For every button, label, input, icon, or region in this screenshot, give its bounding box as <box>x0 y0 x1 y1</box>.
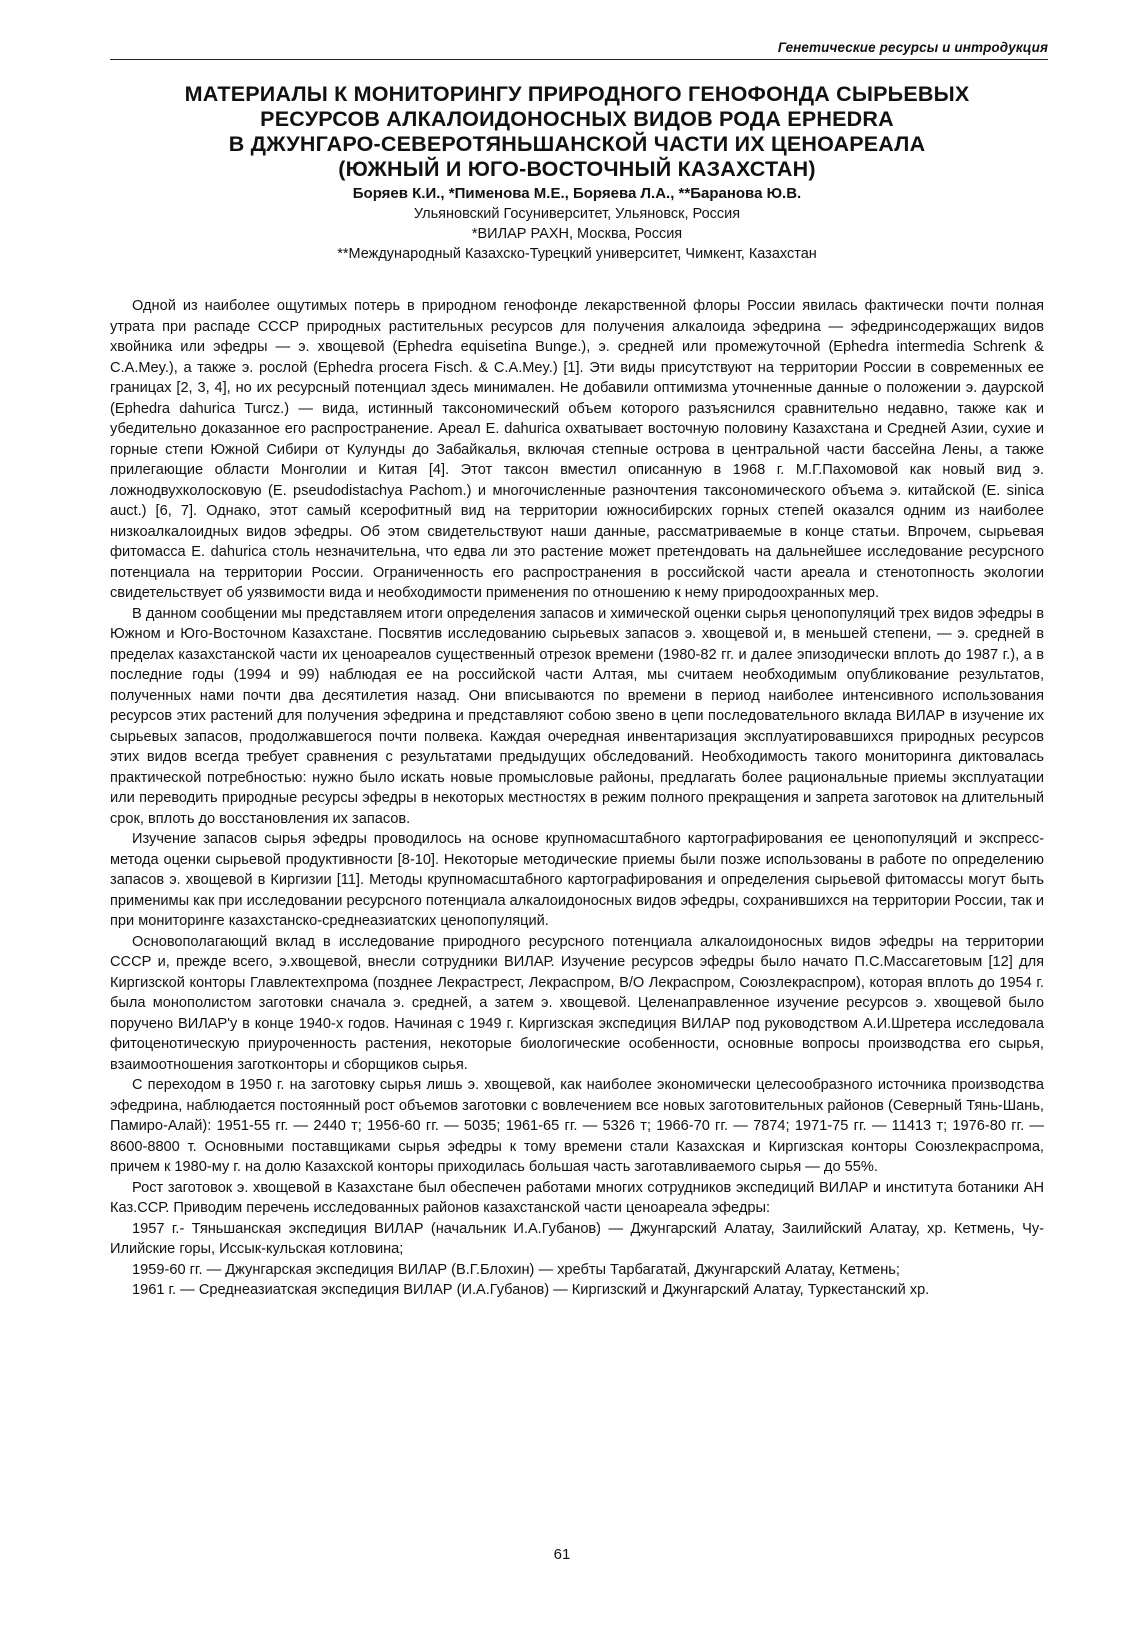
article-body <box>110 296 1044 1301</box>
article-title-line: РЕСУРСОВ АЛКАЛОИДОНОСНЫХ ВИДОВ РОДА EPHEDRA <box>260 107 894 131</box>
paragraph: 1957 г.- Тяньшанская экспедиция ВИЛАР (начальник И.А.Губанов) — Джунгарский Алатау, Заилийский Алатау, хр. Кетмень, Чу-Илийские горы, Иссык-кульская котловина; <box>110 1220 1044 1257</box>
running-head: Генетические ресурсы и интродукция <box>777 40 1048 55</box>
paragraph: Рост заготовок э. хвощевой в Казахстане был обеспечен работами многих сотрудников экспедиций ВИЛАР и института ботаники АН Каз.ССР. Приводим перечень исследованных районов казахстанской части ценоареала эфедры: <box>110 1179 1044 1216</box>
article-title-line: МАТЕРИАЛЫ К МОНИТОРИНГУ ПРИРОДНОГО ГЕНОФОНДА СЫРЬЕВЫХ <box>184 82 970 106</box>
paragraph: 1961 г. — Среднеазиатская экспедиция ВИЛАР (И.А.Губанов) — Киргизский и Джунгарский Алатау, Туркестанский хр. <box>132 1282 930 1298</box>
affiliation: Ульяновский Госуниверситет, Ульяновск, Россия <box>413 206 741 222</box>
paragraph: 1959-60 гг. — Джунгарская экспедиция ВИЛАР (В.Г.Блохин) — хребты Тарбагатай, Джунгарский Алатау, Кетмень; <box>132 1261 900 1278</box>
article-title-line: В ДЖУНГАРО-СЕВЕРОТЯНЬШАНСКОЙ ЧАСТИ ИХ ЦЕНОАРЕАЛА <box>228 132 926 156</box>
article-title-line: (ЮЖНЫЙ И ЮГО-ВОСТОЧНЫЙ КАЗАХСТАН) <box>338 157 816 181</box>
header-rule <box>110 59 1048 60</box>
paragraph: С переходом в 1950 г. на заготовку сырья лишь э. хвощевой, как наиболее экономически целесообразного источника производства эфедрина, наблюдается постоянный рост объемов заготовки с вовлечением все новых заготовительных районов (Северный Тянь-Шань, Памиро-Алай): 1951-55 гг. — 2440 т; 1956-60 гг. — 5035; 1961-65 гг. — 5326 т; 1966-70 гг. — 7874; 1971-75 гг. — 11413 т; 1976-80 гг. — 8600-8800 т. Основными поставщиками сырья эфедры к тому времени стали Казахская и Киргизская конторы Союзлекраспрома, причем к 1980-му г. на долю Казахской конторы приходилась большая часть заготавливаемого сырья — до 55%. <box>110 1077 1044 1175</box>
paragraph: Одной из наиболее ощутимых потерь в природном генофонде лекарственной флоры России явилась фактически почти полная утрата при распаде СССР природных растительных ресурсов для получения алкалоида эфедрина — эфедринсодержащих видов хвойника или эфедры — э. хвощевой (Ephedra equisetina Bunge.), э. средней или промежуточной (Ephedra intermedia Schrenk & C.A.Mey.), а также э. рослой (Ephedra procera Fisch. & C.A.Mey.) [1]. Эти виды присутствуют на территории России в современных ее границах [2, 3, 4], но их ресурсный потенциал здесь минимален. Не добавили оптимизма уточненные данные о положении э. даурской (Ephedra dahurica Turcz.) — вида, истинный таксономический объем которого разъяснился сравнительно недавно, также как и убедительно доказанное его распространение. Ареал E. dahurica охватывает восточную половину Казахстана и Средней Азии, сухие и горные степи Южной Сибири от Кулунды до Забайкалья, включая степные острова в центральной части бассейна Лены, а также прилегающие области Монголии и Китая [4]. Этот таксон вместил описанную в 1968 г. М.Г.Пахомовой как новый вид э. ложнодвухколосковую (E. pseudodistachya Pachom.) и многочисленные разночтения таксономического объема э. китайской (E. sinica auct.) [6, 7]. Однако, этот самый ксерофитный вид на территории южносибирских горных степей оказался одним из наиболее низкоалкалоидных видов эфедры. Об этом свидетельствуют наши данные, рассматриваемые в конце статьи. Впрочем, сырьевая фитомасса E. dahurica столь незначительна, что едва ли это растение может претендовать на дальнейшее исследование ресурсного потенциала на территории России. Ограниченность его распространения в российской части ареала и стенотопность экологии свидетельствует об уязвимости вида и необходимости применения по отношению к нему природоохранных мер. <box>110 298 1044 601</box>
paragraph: В данном сообщении мы представляем итоги определения запасов и химической оценки сырья ценопопуляций трех видов эфедры в Южном и Юго-Восточном Казахстане. Посвятив исследованию сырьевых запасов э. хвощевой и, в меньшей степени, — э. средней в пределах казахстанской части их ценоареалов существенный отрезок времени (1980-82 гг. и далее эпизодически вплоть до 1987 г.), а в последние годы (1994 и 99) наблюдая ее на российской части Алтая, мы считаем необходимым опубликование результатов, полученных нами почти два десятилетия назад. Они вписываются по времени в период наиболее интенсивного использования ресурсов этих растений для получения эфедрина и представляют собою звено в цепи последовательного вклада ВИЛАР в изучение их сырьевых запасов, продолжавшегося почти полвека. Каждая очередная инвентаризация эксплуатировавшихся природных ресурсов этих видов всегда требует сравнения с результатами предыдущих обследований. Необходимость такого мониторинга диктовалась практической потребностью: нужно было искать новые промысловые районы, предлагать более рациональные приемы эксплуатации или переводить природные ресурсы эфедры в некоторых местностях в режим полного прекращения и запрета заготовок на длительный срок, вплоть до восстановления их запасов. <box>110 605 1044 827</box>
title-block <box>110 82 1044 264</box>
paragraph: Основополагающий вклад в исследование природного ресурсного потенциала алкалоидоносных видов эфедры на территории СССР и, прежде всего, э.хвощевой, внесли сотрудники ВИЛАР. Изучение ресурсов эфедры было начато П.С.Массагетовым [12] для Киргизской конторы Главлектехпрома (позднее Лекрастрест, Лекраспром, В/О Лекраспром, Союзлекраспром), которая вплоть до 1954 г. была монополистом заготовки сначала э. средней, а затем э. хвощевой. Целенаправленное изучение ресурсов э. хвощевой было поручено ВИЛАР'у в конце 1940-х годов. Начиная с 1949 г. Киргизская экспедиция ВИЛАР под руководством А.И.Шретера исследовала фитоценотическую приуроченность растения, некоторые биологические особенности, основные вопросы производства его сырья, взаимоотношения заготконторы и сборщиков сырья. <box>110 933 1044 1073</box>
affiliation: **Международный Казахско-Турецкий университет, Чимкент, Казахстан <box>337 246 817 262</box>
authors: Боряев К.И., *Пименова М.Е., Боряева Л.А., **Баранова Ю.В. <box>352 185 802 202</box>
affiliation: *ВИЛАР РАХН, Москва, Россия <box>471 226 683 242</box>
page-number: 61 <box>553 1546 571 1563</box>
paragraph: Изучение запасов сырья эфедры проводилось на основе крупномасштабного картографирования ее ценопопуляций и экспресс-метода оценки сырьевой продуктивности [8-10]. Некоторые методические приемы были позже использованы в работе по определению запасов э. хвощевой в Киргизии [11]. Методы крупномасштабного картографирования и определения сырьевой фитомассы могут быть применимы как при исследовании ресурсного потенциала алкалоидоносных видов эфедры, сохранившихся на территории России, так и при мониторинге казахстанско-среднеазиатских ценопопуляций. <box>110 831 1044 929</box>
